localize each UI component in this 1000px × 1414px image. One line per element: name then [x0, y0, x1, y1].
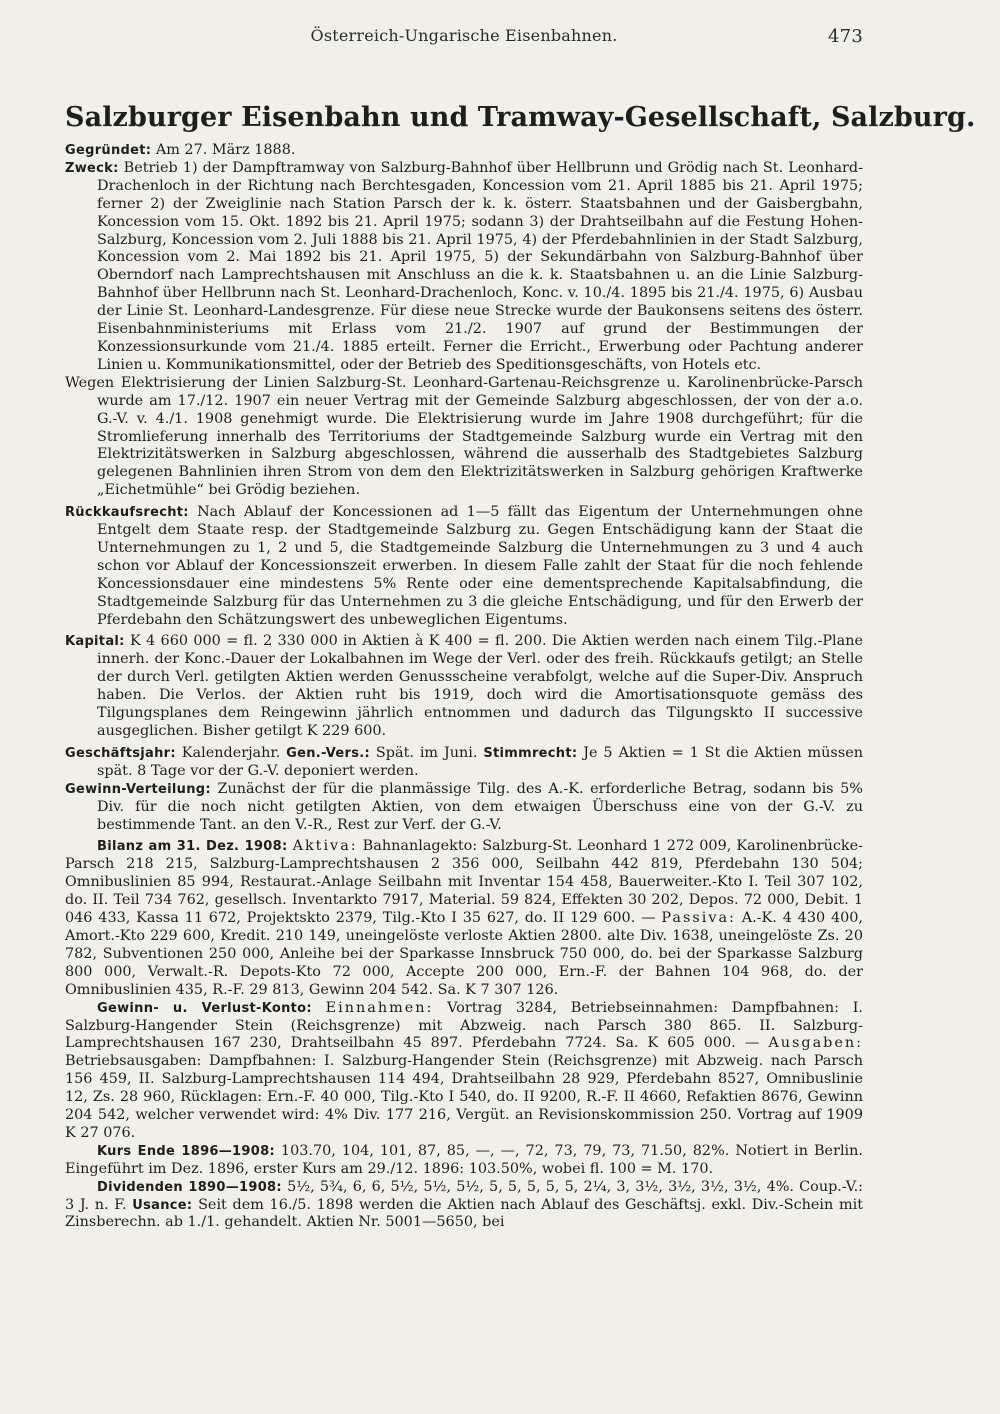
text-rueckkaufsrecht: Nach Ablauf der Koncessionen ad 1—5 fällt das Eigentum der Unternehmungen ohne Entgelt dem Staate resp. der Stadtgemeinde Salzburg zu. Gegen Entschädigung kann der Staat die Unternehmungen zu 1, 2 und 5, die Stadtgemeinde Salzburg die Unternehmungen zu 3 und 4 auch schon vor Ablauf der Koncessionszeit erwerben. In diesem Falle zahlt der Staat für die noch fehlende Koncessionsdauer eine mindestens 5% Rente oder eine dementsprechende Kapitalsabfindung, die Stadtgemeinde Salzburg für das Unternehmen zu 3 die gleiche Entschädigung, und für den Erwerb der Pferdebahn den Schätzungswert des unbeweglichen Eigentums. — [97, 504, 863, 628]
text-gen-vers: Spät. im Juni. — [370, 744, 484, 761]
label-bilanz: Bilanz am 31. Dez. 1908: — [97, 839, 288, 855]
label-aktiva: Aktiva: — [292, 838, 358, 855]
label-gewinn-verteilung: Gewinn-Verteilung: — [65, 781, 211, 797]
running-title: Österreich-Ungarische Eisenbahnen. — [310, 26, 618, 45]
section-dividenden — [65, 1179, 863, 1233]
text-aktiva: Bahnanlagekto: Salzburg-St. Leonhard 1 272 009, Karolinenbrücke-Parsch 218 215, Salzburg-Lamprechtshausen 2 356 000, Seilbahn 442 819, Pferdebahn 130 504; Omnibuslinien 85 994, Restaurat.-Anlage Seilbahn mit Inventar 154 458, Bauerweiter.-Kto I. Teil 307 102, do. II. Teil 734 762, gesellsch. Inventarkto 7917, Material. 59 824, Effekten 30 202, Depos. 72 000, Debit. 1 046 433, Kassa 11 672, Projektskto 2379, Tilg.-Kto I 35 627, do. II 129 600. — — [65, 838, 864, 927]
section-rueckkaufsrecht — [65, 504, 863, 629]
text-einnahmen: Vortrag 3284, Betriebseinnahmen: Dampfbahnen: I. Salzburg-Hangender Stein (Reichsgrenze) mit Abzweig. nach Parsch 380 865. II. Salzburg-Lamprechtshausen 167 230, Drahtseilbahn 45 897. Pferdebahn 7724. Sa. K 605 000. — — [65, 999, 863, 1052]
label-kapital: Kapital: — [65, 634, 125, 650]
text-usance: Seit dem 16./5. 1898 werden die Aktien nach Ablauf des Geschäftsj. exkl. Div.-Schein mit Zinsberechn. ab 1./1. gehandelt. Aktien Nr. 5001—5650, bei — [65, 1196, 863, 1231]
label-ausgaben: Ausgaben: — [768, 1035, 863, 1052]
text-zweck-continuation: Wegen Elektrisierung der Linien Salzburg-St. Leonhard-Gartenau-Reichsgrenze u. Karolinenbrücke-Parsch wurde am 17./12. 1907 ein neuer Vertrag mit der Gemeinde Salzburg abgeschlossen, der von der a.o. G.-V. v. 4./1. 1908 genehmigt wurde. Die Elektrisierung wurde im Jahre 1908 durchgeführt; für die Stromlieferung innerhalb des Territoriums der Stadtgemeinde Salzburg wurde ein Vertrag mit den Elektrizitätswerken in Salzburg abgeschlossen, während die ausserhalb des Stadtgebietes Salzburg gelegenen Bahnlinien ihren Strom von dem den Elektrizitätswerken in Salzburg gehörigen Kraftwerke „Eichetmühle“ bei Grödig beziehen. — [65, 374, 863, 499]
section-bilanz — [65, 838, 863, 999]
section-gegruendet — [65, 142, 863, 160]
text-gewinn-verteilung: Zunächst der für die planmässige Tilg. des A.-K. erforderliche Betrag, sodann bis 5% Div. für die noch nicht getilgten Aktien, von dem etwaigen Überschuss eine von der G.-V. zu bestimmende Tant. an den V.-R., Rest zur Verf. der G.-V. — [97, 780, 863, 833]
section-geschaeftsjahr — [65, 745, 863, 781]
running-header — [65, 26, 863, 56]
label-geschaeftsjahr: Geschäftsjahr: — [65, 745, 176, 761]
label-gen-vers: Gen.-Vers.: — [286, 745, 371, 761]
section-kapital — [65, 633, 863, 740]
label-kurs: Kurs Ende 1896—1908: — [97, 1143, 275, 1159]
label-gewinn-verlust: Gewinn- u. Verlust-Konto: — [97, 1000, 312, 1016]
label-stimmrecht: Stimmrecht: — [483, 745, 578, 761]
page-number: 473 — [828, 26, 863, 47]
text-passiva: A.-K. 4 430 400, Amort.-Kto 229 600, Kredit. 210 149, uneingelöste verloste Aktien 2800. alte Div. 1638, uneingelöste Zs. 20 782, Subventionen 250 000, Anleihe bei der Sparkasse Innsbruck 750 000, do. bei der Sparkasse Salzburg 800 000, Verwalt.-R. Depots-Kto 72 000, Accepte 200 000, Ern.-F. der Bahnen 104 968, do. der Omnibuslinien 435, R.-F. 29 813, Gewinn 204 542. Sa. K 7 307 126. — [65, 910, 864, 998]
text-ausgaben: Betriebsausgaben: Dampfbahnen: I. Salzburg-Hangender Stein (Reichsgrenze) mit Abzweig. nach Parsch 156 459, II. Salzburg-Lamprechtshausen 114 494, Drahtseilbahn 28 929, Pferdebahn 8527, Omnibuslinie 12, Zs. 28 960, Rücklagen: Ern.-F. 40 000, Tilg.-Kto I 540, do. II 9200, R.-F. II 4660, Refaktien 8676, Gewinn 204 542, welcher verwendet wird: 4% Div. 177 216, Vergüt. an Revisionskommission 250. Vortrag auf 1909 K 27 076. — [65, 1053, 863, 1141]
label-rueckkaufsrecht: Rückkaufsrecht: — [65, 505, 189, 521]
section-gewinn-verlust — [65, 1000, 863, 1143]
label-zweck: Zweck: — [65, 160, 119, 176]
text-kapital: K 4 660 000 = fl. 2 330 000 in Aktien à K 400 = fl. 200. Die Aktien werden nach einem Tilg.-Plane innerh. der Konc.-Dauer der Lokalbahnen im Wege der Verl. oder des freih. Rückkaufs getilgt; an Stelle der durch Verl. getilgten Aktien werden Genussscheine verabfolgt, welche auf die Super-Div. Anspruch haben. Die Verlos. der Aktien ruht bis 1919, doch wird die Amortisationsquote gemäss des Tilgungsplanes dem Reingewinn jährlich entnommen und dadurch das Tilgungskto II successive ausgeglichen. Bisher getilgt K 229 600. — [97, 633, 863, 739]
section-gewinn-verteilung — [65, 781, 863, 835]
label-einnahmen: Einnahmen: — [325, 999, 434, 1016]
section-zweck-continuation — [65, 375, 863, 500]
section-zweck — [65, 160, 863, 375]
label-gegruendet: Gegründet: — [65, 143, 152, 158]
label-dividenden: Dividenden 1890—1908: — [97, 1179, 282, 1195]
section-kurs — [65, 1143, 863, 1179]
text-zweck: Betrieb 1) der Dampftramway von Salzburg-Bahnhof über Hellbrunn und Grödig nach St. Leonhard-Drachenloch in der Richtung nach Berchtesgaden, Koncession vom 21. April 1885 bis 21. April 1975; ferner 2) der Zweiglinie nach Station Parsch der k. k. österr. Staatsbahnen und der Gaisbergbahn, Koncession vom 15. Okt. 1892 bis 21. April 1975; sodann 3) der Drahtseilbahn auf die Festung Hohen-Salzburg, Koncession vom 2. Juli 1888 bis 21. April 1975, 4) der Pferdebahnlinien in der Stadt Salzburg, Koncession vom 2. Mai 1892 bis 21. April 1975, 5) der Sekundärbahn von Salzburg-Bahnhof über Oberndorf nach Lamprechtshausen mit Anschluss an die k. k. Staatsbahnen u. an die Linie Salzburg-Bahnhof über Hellbrunn nach St. Leonhard-Drachenloch, Konc. v. 10./4. 1895 bis 21./4. 1975, 6) Ausbau der Linie St. Leonhard-Landesgrenze. Für diese neue Strecke wurde der Baukonsens seitens des österr. Eisenbahnministeriums mit Erlass vom 21./2. 1907 auf grund der Bestimmungen der Konzessionsurkunde vom 21./4. 1885 erteilt. Ferner die Erricht., Erwerbung oder Pachtung anderer Linien u. Kommunikationsmittel, oder der Betrieb des Speditionsgeschäfts, von Hotels etc. — [97, 159, 863, 373]
text-stimmrecht: Je 5 Aktien = 1 St die Aktien müssen spät. 8 Tage vor der G.-V. deponiert werden. — [97, 744, 863, 779]
company-title: Salzburger Eisenbahn und Tramway-Gesellschaft, Salzburg. — [65, 102, 976, 133]
text-dividenden: 5½, 5¾, 6, 6, 5½, 5½, 5½, 5, 5, 5, 5, 5, 2¼, 3, 3½, 3½, 3½, 3½, 4%. Coup.-V.: 3 J. n. F. — [65, 1178, 863, 1213]
text-kurs: 103.70, 104, 101, 87, 85, —, —, 72, 73, 79, 73, 71.50, 82%. Notiert in Berlin. Eingeführt im Dez. 1896, erster Kurs am 29./12. 1896: 103.50%, wobei fl. 100 = M. 170. — [65, 1142, 863, 1177]
text-gegruendet: Am 27. März 1888. — [151, 142, 296, 158]
text-geschaeftsjahr: Kalenderjahr. — [175, 744, 287, 761]
label-usance: Usance: — [132, 1197, 193, 1213]
label-passiva: Passiva: — [661, 910, 736, 927]
